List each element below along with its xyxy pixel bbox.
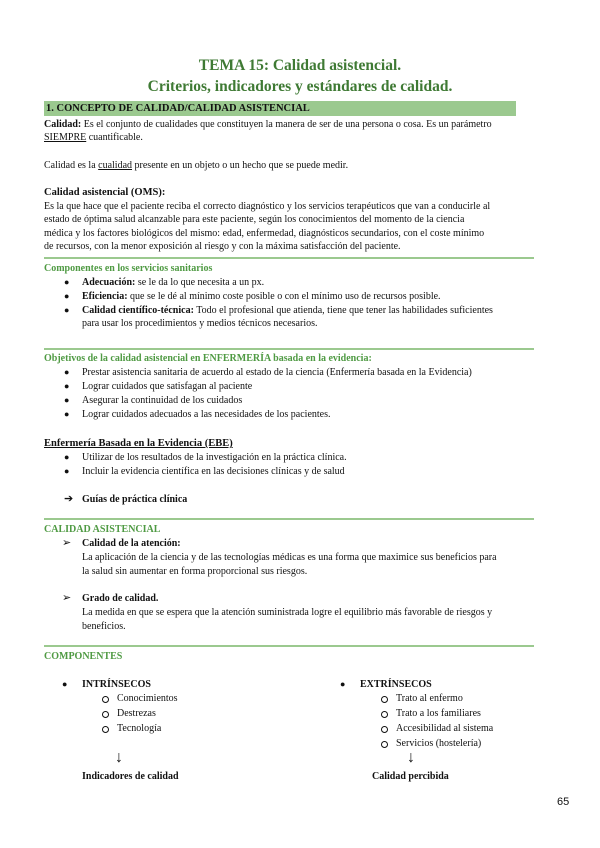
calidad-asistencial-heading: CALIDAD ASISTENCIAL <box>44 524 161 535</box>
atencion-line: la salud sin aumentar en forma proporcional sus riesgos. <box>82 566 308 577</box>
siempre-word: SIEMPRE <box>44 132 87 143</box>
grado-label: Grado de calidad. <box>82 593 159 604</box>
circle-bullet-icon <box>381 696 388 703</box>
bullet-icon: ● <box>64 367 70 377</box>
list-item: Accesibilidad al sistema <box>396 723 494 734</box>
bullet-icon: ● <box>64 452 70 462</box>
down-arrow-icon: ↓ <box>115 749 123 766</box>
item-text: se le da lo que necesita a un px. <box>135 277 265 288</box>
calidad-es-line <box>44 159 348 173</box>
bullet-icon: ● <box>62 679 68 689</box>
intrinsecos-label: INTRÍNSECOS <box>82 679 151 690</box>
title-line-2: Criterios, indicadores y estándares de calidad. <box>147 78 453 95</box>
list-item: Prestar asistencia sanitaria de acuerdo al estado de la ciencia (Enfermería basada en la Evidencia) <box>82 367 472 378</box>
right-arrow-icon: ➔ <box>64 493 74 505</box>
divider-rule <box>44 257 534 259</box>
calidad-label: Calidad: <box>44 119 82 130</box>
divider-rule <box>44 348 534 350</box>
section-header: 1. CONCEPTO DE CALIDAD/CALIDAD ASISTENCIAL <box>46 103 310 114</box>
extrinsecos-label: EXTRÍNSECOS <box>360 679 432 690</box>
calidad-text2: cuantificable. <box>86 132 143 143</box>
bullet-icon: ● <box>64 409 70 419</box>
calidad-es-post: presente en un objeto o un hecho que se puede medir. <box>132 160 349 171</box>
list-item: Tecnología <box>117 723 162 734</box>
title-line-1: TEMA 15: Calidad asistencial. <box>198 57 402 74</box>
calidad-definition-line2 <box>44 131 143 145</box>
list-item: Asegurar la continuidad de los cuidados <box>82 395 243 406</box>
cualidad-word: cualidad <box>98 160 133 171</box>
grado-line: beneficios. <box>82 621 126 632</box>
circle-bullet-icon <box>381 726 388 733</box>
item-text: Todo el profesional que atienda, tiene que tener las habilidades suficientes <box>193 305 493 316</box>
circle-bullet-icon <box>102 696 109 703</box>
divider-rule <box>44 645 534 647</box>
list-item <box>82 290 441 304</box>
componentes-heading: COMPONENTES <box>44 651 123 662</box>
list-item: Incluir la evidencia científica en las decisiones clínicas y de salud <box>82 466 345 477</box>
circle-bullet-icon <box>102 711 109 718</box>
list-item: Trato a los familiares <box>396 708 481 719</box>
oms-line: médica y los factores biológicos del mismo: edad, enfermedad, diagnósticos secundarios, con el coste mínimo <box>44 228 485 239</box>
calidad-percibida-label: Calidad percibida <box>372 771 449 782</box>
list-item: Destrezas <box>117 708 156 719</box>
bullet-icon: ● <box>340 679 346 689</box>
circle-bullet-icon <box>381 741 388 748</box>
bullet-icon: ● <box>64 277 70 287</box>
oms-line: Es la que hace que el paciente reciba el correcto diagnóstico y los servicios terapéuticos que van a conducirle al <box>44 201 491 212</box>
circle-bullet-icon <box>381 711 388 718</box>
bullet-icon: ● <box>64 381 70 391</box>
list-item: Lograr cuidados que satisfagan al paciente <box>82 381 253 392</box>
list-item <box>82 304 493 318</box>
list-item: Lograr cuidados adecuados a las necesidades de los pacientes. <box>82 409 331 420</box>
oms-heading: Calidad asistencial (OMS): <box>44 187 166 198</box>
bullet-icon: ● <box>64 305 70 315</box>
list-item: Conocimientos <box>117 693 178 704</box>
item-label: Calidad científico-técnica: <box>82 305 194 316</box>
divider-rule <box>44 518 534 520</box>
componentes-servicios-heading: Componentes en los servicios sanitarios <box>44 263 213 274</box>
circle-bullet-icon <box>102 726 109 733</box>
item-label: Adecuación: <box>82 277 136 288</box>
bullet-icon: ● <box>64 291 70 301</box>
list-item: Trato al enfermo <box>396 693 463 704</box>
atencion-label: Calidad de la atención: <box>82 538 181 549</box>
indicadores-label: Indicadores de calidad <box>82 771 179 782</box>
list-item <box>82 276 264 290</box>
bullet-icon: ● <box>64 395 70 405</box>
grado-line: La medida en que se espera que la atención suministrada logre el equilibrio más favorable de riesgos y <box>82 607 493 618</box>
ebe-heading: Enfermería Basada en la Evidencia (EBE) <box>44 438 233 449</box>
list-item: Servicios (hostelería) <box>396 738 482 749</box>
bullet-icon: ● <box>64 466 70 476</box>
oms-line: de recursos, con la menor exposición al riesgo y con la máxima satisfacción del paciente. <box>44 241 401 252</box>
calidad-text1: Es el conjunto de cualidades que constituyen la manera de ser de una persona o cosa. Es un parámetro <box>81 119 492 130</box>
arrowhead-bullet-icon: ➢ <box>62 537 72 549</box>
page-number: 65 <box>557 796 570 808</box>
list-item: Utilizar de los resultados de la investigación en la práctica clínica. <box>82 452 347 463</box>
item-label: Eficiencia: <box>82 291 128 302</box>
down-arrow-icon: ↓ <box>407 749 415 766</box>
objetivos-heading: Objetivos de la calidad asistencial en ENFERMERÍA basada en la evidencia: <box>44 353 372 364</box>
calidad-definition-line1 <box>44 118 492 132</box>
arrowhead-bullet-icon: ➢ <box>62 592 72 604</box>
atencion-line: La aplicación de la ciencia y de las tecnologías médicas es una forma que maximice sus beneficios para <box>82 552 497 563</box>
oms-line: estado de óptima salud alcanzable para este paciente, según los conocimientos del momento de la ciencia <box>44 214 465 225</box>
calidad-es-pre: Calidad es la <box>44 160 99 171</box>
guias-label: Guías de práctica clínica <box>82 494 188 505</box>
item-text: que se le dé al mínimo coste posible o con el mínimo uso de recursos posible. <box>127 291 441 302</box>
list-item-continuation: para usar los procedimientos y medios técnicos necesarios. <box>82 318 318 329</box>
